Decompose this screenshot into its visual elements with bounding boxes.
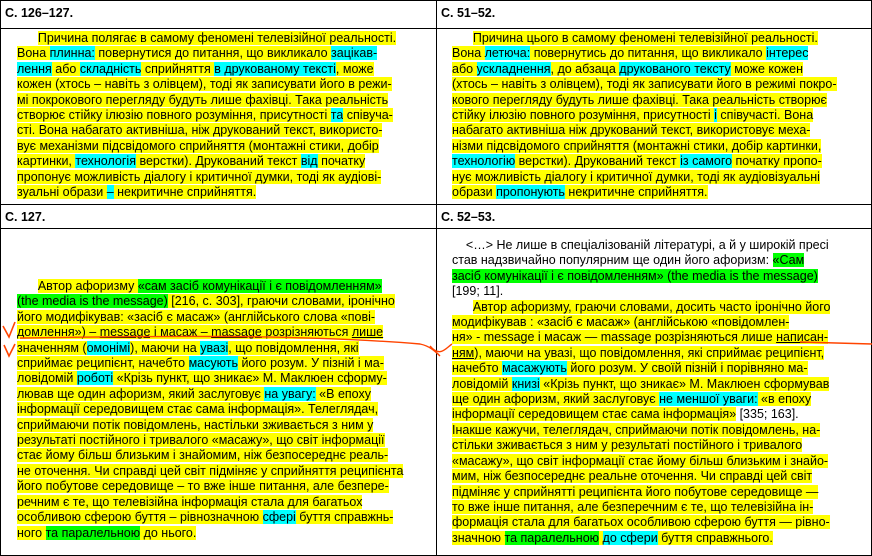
text-line xyxy=(452,392,870,407)
text-run: значенням ( xyxy=(17,340,87,355)
text-run: або xyxy=(51,61,80,76)
text-line xyxy=(17,123,435,138)
text-run: Автор афоризму, граючи словами, досить часто xyxy=(472,299,756,314)
text-run: образи xyxy=(452,185,497,200)
text-run: лише xyxy=(351,325,384,340)
text-line xyxy=(452,185,870,200)
text-line xyxy=(17,279,435,294)
highlighted-change: до сфери xyxy=(602,530,658,545)
text-line xyxy=(452,31,870,46)
text-run: набагато активніша ніж друкований текст, використовує меха- xyxy=(452,123,811,138)
text-line xyxy=(452,531,870,546)
text-line xyxy=(452,454,870,469)
text-run: ючи словами, іронічно xyxy=(265,294,395,309)
text-run: message xyxy=(99,325,151,340)
text-run: , маючи на увазі, що повідомлення, які сприймає реципієнт, xyxy=(478,345,825,360)
compared-text-passage-1 xyxy=(452,31,870,203)
text-run: не оточення. Чи справді цей світ підміняє у сприйняття реципієнта xyxy=(17,463,404,478)
text-run: [216, с. 303], xyxy=(167,294,247,309)
text-line xyxy=(17,433,435,448)
text-run: буття справжнь- xyxy=(295,510,394,525)
text-run: ням) xyxy=(452,345,479,360)
text-run: створює стійку ілюзію повного розуміння, присутності xyxy=(17,108,331,123)
text-run: або xyxy=(452,61,477,76)
text-run: нує можливість діалогу і критичної думки, тоді як аудіовізуальні xyxy=(452,169,820,184)
highlighted-change: сфері xyxy=(262,510,296,525)
text-line xyxy=(17,185,435,200)
text-run: Автор афоризму xyxy=(37,279,138,293)
text-run: сприйняття xyxy=(141,61,215,76)
text-line xyxy=(17,526,435,541)
text-run: його розум. У пізній і ма- xyxy=(237,356,384,371)
text-run: іронічно його xyxy=(755,299,831,314)
pen-annotation-marks xyxy=(0,300,872,380)
text-run: інформації середовищем стає сама інформація». Телеглядач, xyxy=(17,402,379,417)
highlighted-change: із самого xyxy=(680,154,733,169)
text-line xyxy=(452,485,870,500)
highlighted-change: зацікав- xyxy=(331,46,378,61)
pen-underline-stroke xyxy=(800,342,872,344)
text-run: (хтось – навіть з олівцем), тоді як записувати його в режимі покро- xyxy=(452,77,837,92)
text-run: начебто xyxy=(452,361,503,376)
text-line xyxy=(17,154,435,169)
text-run xyxy=(17,31,38,45)
text-line xyxy=(17,402,435,417)
text-run: домлення») – xyxy=(17,325,100,340)
text-run: , маючи на xyxy=(134,340,201,355)
text-line xyxy=(17,139,435,154)
text-run: початку xyxy=(317,154,366,169)
highlighted-change: лення xyxy=(17,61,52,76)
text-run: розрізняються xyxy=(261,325,352,340)
text-run: пропонує можливість діалогу і критичної думки, тоді як аудіові- xyxy=(17,169,382,184)
highlighted-quote: та паралельною xyxy=(504,530,600,545)
highlighted-change: ускладнення xyxy=(476,61,551,76)
text-run: значною xyxy=(452,530,505,545)
text-line xyxy=(17,448,435,463)
highlighted-quote: «Сам xyxy=(772,253,805,268)
highlighted-change: від xyxy=(300,154,318,169)
text-line xyxy=(17,77,435,92)
text-run: [335; 163]. xyxy=(736,407,799,422)
text-line xyxy=(17,62,435,77)
text-run: ня» - message і масаж — massage розрізняються лише xyxy=(452,330,777,345)
pen-underline-stroke xyxy=(20,336,440,356)
highlighted-change: омонімі xyxy=(86,340,131,355)
highlighted-quote: «сам засіб комунікації і є повідомленням» xyxy=(137,279,382,293)
text-line xyxy=(17,108,435,123)
text-line xyxy=(452,93,870,108)
text-run: співучасті. Вона xyxy=(716,108,814,123)
text-line xyxy=(452,238,870,253)
text-run: мі покрокового перегляду будуть лише фахівці. Така реальність xyxy=(17,92,389,107)
text-run: кового перегляду будуть лише фахівці. Така реальність створює xyxy=(452,92,827,107)
text-run: буття справжнього. xyxy=(657,530,773,545)
text-run: нізми підсвідомого сприйняття (монтажні стики, добір картинки, xyxy=(452,138,822,153)
highlighted-change: на увагу: xyxy=(264,386,316,401)
text-run: «Крізь пункт, що зникає» М. Маклюен сформував xyxy=(539,376,830,391)
text-run: ) xyxy=(130,340,135,355)
text-run: верстки). Друкований текст xyxy=(515,154,681,169)
page-ref-header-left-top: С. 126–127. xyxy=(5,6,74,20)
highlighted-quote: (the media is the message) xyxy=(17,294,168,309)
text-line xyxy=(452,46,870,61)
text-run: [199; 11]. xyxy=(452,284,504,299)
text-line xyxy=(452,269,870,284)
text-run: інформації середовищем стає сама інформація» xyxy=(452,407,737,422)
compared-text-passage-2 xyxy=(452,238,870,554)
text-run: ного xyxy=(17,525,46,540)
highlighted-change: технологію xyxy=(452,154,516,169)
text-run: вує механізми підсвідомого сприйняття (монтажні стики, добір xyxy=(17,138,379,153)
table-border-left xyxy=(0,0,1,556)
highlighted-change: масажують xyxy=(502,361,567,376)
text-run: картинки, xyxy=(17,154,76,169)
text-line xyxy=(17,46,435,61)
text-run: верстки). Друкований текст xyxy=(135,154,301,169)
text-line xyxy=(17,170,435,185)
text-line xyxy=(452,253,870,268)
text-run: речним є те, що телевізійна інформація стала для багатьох xyxy=(17,494,363,509)
page-ref-header-right-top: С. 51–52. xyxy=(441,6,496,20)
text-run: некритичне сприйняття. xyxy=(564,185,708,200)
text-run: то вже інше питання, але безперечним є те, що телевізійна ін- xyxy=(452,499,814,514)
text-line xyxy=(452,500,870,515)
text-run: , може xyxy=(335,61,374,76)
highlighted-quote: засіб комунікації і є повідомленням» (the media is the message) xyxy=(452,268,818,283)
text-run: його розум. У своїй пізній і порівняно ма- xyxy=(566,361,808,376)
text-run: до нього. xyxy=(140,525,197,540)
text-run: початку пропо- xyxy=(732,154,822,169)
highlighted-change: пропонують xyxy=(496,185,565,200)
text-run: підміняє у сприйнятті реципієнта його побутове середовище — xyxy=(452,484,819,499)
text-run: його побутове середовище – то вже інше питання, але безпере- xyxy=(17,479,389,494)
highlighted-quote: та паралельною xyxy=(45,525,141,540)
highlighted-change: летюча: xyxy=(484,46,531,61)
text-run: повернутись до питання, що викликало xyxy=(530,46,767,61)
text-line xyxy=(452,154,870,169)
text-run: ще один афоризм, який заслуговує xyxy=(452,392,660,407)
text-line xyxy=(452,284,870,299)
text-run: Вона xyxy=(452,46,485,61)
column-divider xyxy=(436,0,437,556)
text-line xyxy=(452,77,870,92)
highlighted-change: в друкованому тексті xyxy=(214,61,336,76)
highlighted-change: масують xyxy=(188,356,238,371)
text-run: «Крізь пункт, що зникає» М. Маклюен сформу- xyxy=(113,371,387,386)
page-ref-header-left-bottom: С. 127. xyxy=(5,210,46,224)
highlighted-change: складність xyxy=(79,61,142,76)
text-run: «в епоху xyxy=(757,392,812,407)
highlighted-change: – xyxy=(106,185,114,200)
check-mark-icon xyxy=(3,322,15,337)
text-line xyxy=(17,93,435,108)
text-run: ловідомій xyxy=(452,376,512,391)
text-run: повернутися до питання, що викликало xyxy=(94,46,332,61)
text-run: особливою сферою буття – рівнозначною xyxy=(17,510,263,525)
page-ref-header-right-bottom: С. 52–53. xyxy=(441,210,496,224)
text-run xyxy=(17,279,38,293)
text-run: формація стала для багатьох особливою сферою буття — рівно- xyxy=(452,515,830,530)
check-mark-icon xyxy=(4,344,15,356)
highlighted-change: книзі xyxy=(511,376,540,391)
highlighted-change: друкованого тексту xyxy=(619,61,731,76)
text-line xyxy=(452,423,870,438)
text-run xyxy=(452,31,473,45)
text-run: некритичне сприйняття. xyxy=(113,185,257,200)
text-line xyxy=(452,108,870,123)
text-line xyxy=(17,387,435,402)
text-run: , до абзаца xyxy=(550,61,620,76)
text-run: кожен (хтось – навіть з олівцем), тоді як записувати його в режи- xyxy=(17,77,392,92)
text-run: і масаж – xyxy=(150,325,212,340)
text-line xyxy=(17,495,435,510)
text-run: стає йому більш близьким і знайомим, ніж безпосереднє реаль- xyxy=(17,448,389,463)
text-run: зуальні образи xyxy=(17,185,107,200)
text-line xyxy=(17,418,435,433)
text-run: результаті постійного і тривалого «масажу», що світ інформації xyxy=(17,433,385,448)
text-run: лював ще один афоризм, який заслуговує xyxy=(17,386,265,401)
text-run: мим, ніж безпосереднє реальне оточення. Чи справді цей світ xyxy=(452,469,813,484)
text-line xyxy=(452,515,870,530)
text-line xyxy=(17,464,435,479)
highlighted-change: та xyxy=(330,108,344,123)
text-run: Інакше кажучи, телеглядач, сприймаючи потік повідомлень, на- xyxy=(452,422,821,437)
text-run: стільки зживається з ним у результаті постійного і тривалого xyxy=(452,438,803,453)
text-line xyxy=(17,510,435,525)
text-line xyxy=(452,139,870,154)
text-line xyxy=(452,438,870,453)
highlighted-change: не меншої уваги: xyxy=(659,392,758,407)
highlighted-change: і xyxy=(714,108,717,123)
highlighted-change: плинна: xyxy=(49,46,95,61)
text-run: Причина цього в самому феномені телевізійної реальності. xyxy=(472,31,818,45)
text-line xyxy=(452,170,870,185)
highlighted-change: увазі xyxy=(200,340,229,355)
text-run: Причина полягає в самому феномені телевізійної реальності. xyxy=(37,31,397,45)
text-run: гра xyxy=(246,294,266,309)
text-run: сприймає реципієнт, начебто xyxy=(17,356,189,371)
text-run: Вона xyxy=(17,46,50,61)
text-run: , що повідомлення, які xyxy=(228,340,359,355)
highlighted-change: технологія xyxy=(75,154,136,169)
text-run: співуча- xyxy=(343,108,393,123)
text-line xyxy=(452,407,870,422)
text-run: написан- xyxy=(776,330,828,345)
text-run: може кожен xyxy=(730,61,804,76)
text-line xyxy=(17,479,435,494)
text-run xyxy=(599,531,602,545)
text-line xyxy=(452,469,870,484)
text-run: «масажу», що світ інформації стає йому більш близьким і знайо- xyxy=(452,453,829,468)
text-run: став надзвичайно популярним ще один його афоризм: xyxy=(452,253,773,268)
text-run: стійку ілюзію повного розуміння, присутності xyxy=(452,108,715,123)
text-run: його модифікував: «засіб є масаж» (англійського слова «пові- xyxy=(17,309,376,324)
source-text-passage-1 xyxy=(17,31,435,203)
text-run: сприймаючи потік повідомлень, настільки зживається з ним у xyxy=(17,417,374,432)
text-line xyxy=(452,123,870,138)
text-run: модифікував : «засіб є масаж» (англійською «повідомлен- xyxy=(452,315,790,330)
text-run: «В епоху xyxy=(315,386,371,401)
text-run: ловідомій xyxy=(17,371,77,386)
highlighted-change: інтерес xyxy=(766,46,809,61)
text-run: massage xyxy=(211,325,262,340)
text-run: сті. Вона набагато активніша, ніж друкований текст, використо- xyxy=(17,123,383,138)
text-line xyxy=(17,31,435,46)
text-line xyxy=(452,62,870,77)
highlighted-change: роботі xyxy=(76,371,114,386)
text-run: <…> Не лише в спеціалізованій літературі, а й у широкій пресі xyxy=(452,238,829,252)
